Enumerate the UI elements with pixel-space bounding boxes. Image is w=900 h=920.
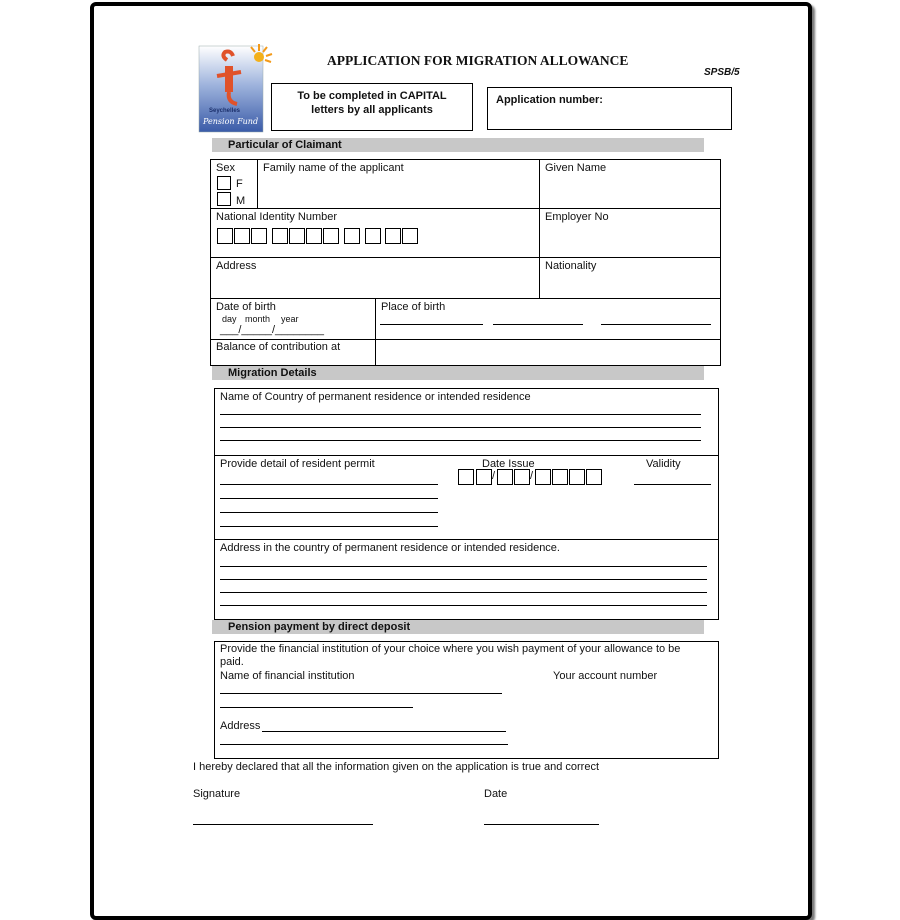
declaration-statement: I hereby declared that all the information given on the application is true and correct [193,761,600,773]
permit-line[interactable] [220,484,438,485]
payment-instruction-line2: paid. [220,656,244,668]
section-claimant [212,138,704,152]
permit-line[interactable] [220,498,438,499]
divider [210,208,721,209]
date-line[interactable] [484,824,599,825]
capital-note-box [271,83,473,131]
validity-label: Validity [646,458,681,470]
section-payment-title: Pension payment by direct deposit [228,621,411,633]
dob-label: Date of birth [216,301,276,313]
country-label: Name of Country of permanent residence or intended residence [220,391,531,403]
date-label: Date [484,788,508,800]
capital-note-line2: letters by all applicants [311,104,433,116]
residence-address-line[interactable] [220,566,707,567]
dob-year-label: year [281,314,299,324]
permit-line[interactable] [220,512,438,513]
sex-label: Sex [216,162,235,174]
validity-line[interactable] [634,484,711,485]
divider [375,298,376,366]
divider [539,159,540,299]
divider [214,455,719,456]
date-issue-boxes[interactable] [458,469,602,485]
nin-box[interactable] [251,228,267,244]
nin-box[interactable] [289,228,305,244]
nin-box[interactable] [306,228,322,244]
nin-box[interactable] [323,228,339,244]
divider [210,257,721,258]
institution-line[interactable] [220,693,502,694]
place-of-birth-line[interactable] [380,324,483,325]
country-line[interactable] [220,414,701,415]
place-of-birth-line[interactable] [601,324,711,325]
sex-m-label: M [236,195,246,207]
capital-note-line1: To be completed in CAPITAL [297,90,447,102]
application-number-label: Application number: [496,94,603,106]
balance-label: Balance of contribution at [216,341,341,353]
nin-label: National Identity Number [216,211,338,223]
logo-subtext: Pension Fund [203,117,259,126]
given-name-label: Given Name [545,162,607,174]
sex-m-checkbox[interactable] [217,192,231,206]
divider [210,339,721,340]
nationality-label: Nationality [545,260,597,272]
date-box[interactable] [476,469,492,485]
nin-boxes[interactable] [217,228,419,245]
payment-table [214,641,719,759]
nin-box[interactable] [365,228,381,244]
residence-address-label: Address in the country of permanent residence or intended residence. [220,542,560,554]
residence-address-line[interactable] [220,579,707,580]
migration-table [214,388,719,620]
logo-text: Seychelles [209,108,241,114]
date-box[interactable] [535,469,551,485]
nin-box[interactable] [344,228,360,244]
date-issue-label: Date Issue [482,458,535,470]
payment-instruction-line1: Provide the financial institution of your choice where you wish payment of your allowance to be [220,643,681,655]
payment-address-line[interactable] [220,744,508,745]
country-line[interactable] [220,427,701,428]
date-box[interactable] [514,469,530,485]
nin-box[interactable] [234,228,250,244]
section-claimant-title: Particular of Claimant [228,139,342,151]
sex-f-label: F [236,178,243,190]
signature-label: Signature [193,788,241,800]
nin-box[interactable] [272,228,288,244]
payment-address-line[interactable] [262,731,506,732]
residence-address-line[interactable] [220,605,707,606]
dob-format[interactable]: ___/_____/________ [220,324,324,336]
date-box[interactable] [586,469,602,485]
date-box[interactable] [552,469,568,485]
dob-month-label: month [245,314,271,324]
section-migration [212,366,704,380]
account-number-label: Your account number [553,670,658,682]
payment-address-label: Address [220,720,261,732]
dob-day-label: day [222,314,237,324]
country-line[interactable] [220,440,701,441]
application-number-box[interactable] [487,87,732,130]
sex-f-checkbox[interactable] [217,176,231,190]
pension-fund-logo [197,42,275,134]
date-box[interactable] [497,469,513,485]
permit-label: Provide detail of resident permit [220,458,375,470]
place-of-birth-line[interactable] [493,324,583,325]
address-label: Address [216,260,257,272]
date-box[interactable] [569,469,585,485]
institution-label: Name of financial institution [220,670,355,682]
form-code: SPSB/5 [704,67,740,78]
residence-address-line[interactable] [220,592,707,593]
divider [210,298,721,299]
institution-line[interactable] [220,707,413,708]
employer-no-label: Employer No [545,211,609,223]
nin-box[interactable] [385,228,401,244]
place-of-birth-label: Place of birth [381,301,446,313]
section-migration-title: Migration Details [228,367,317,379]
family-name-label: Family name of the applicant [263,162,404,174]
signature-line[interactable] [193,824,373,825]
divider [214,539,719,540]
divider [257,159,258,208]
date-separator: / [530,470,534,482]
nin-box[interactable] [217,228,233,244]
date-separator: / [492,470,496,482]
nin-box[interactable] [402,228,418,244]
form-title: APPLICATION FOR MIGRATION ALLOWANCE [327,53,629,68]
date-box[interactable] [458,469,474,485]
section-payment [212,620,704,634]
permit-line[interactable] [220,526,438,527]
